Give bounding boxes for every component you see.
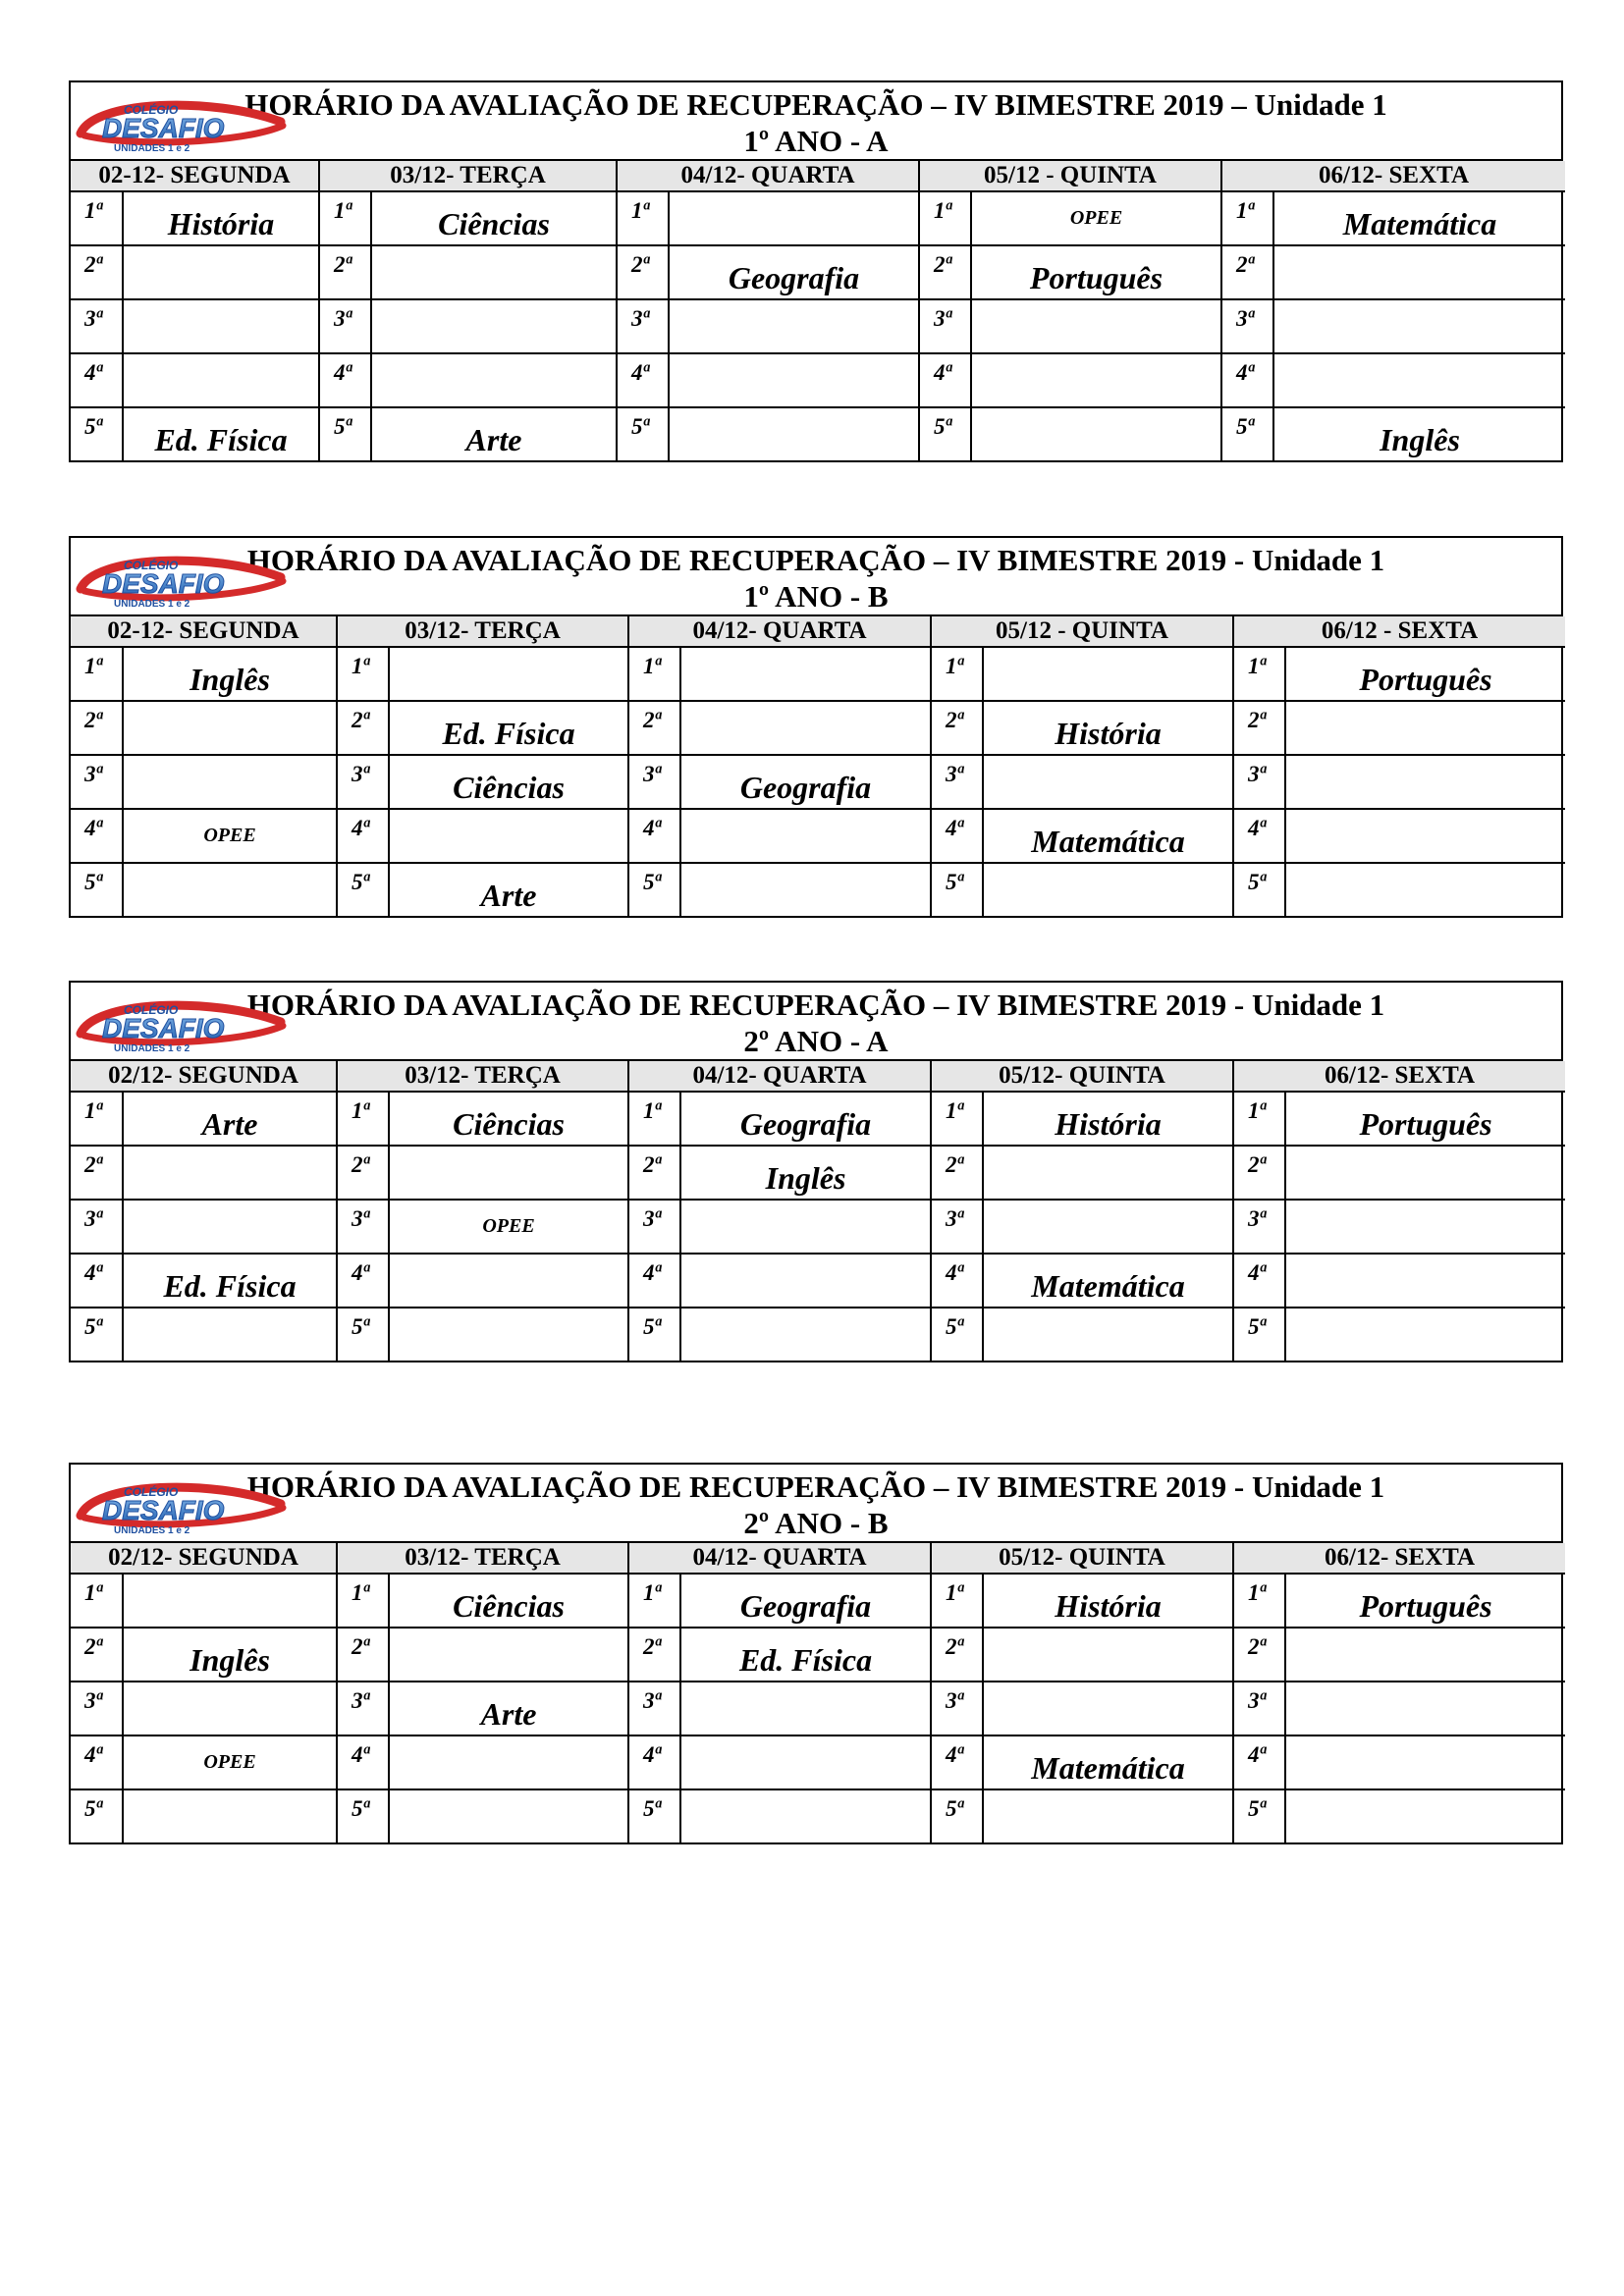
- schedule-table: [71, 161, 1565, 460]
- period-number: 4ª: [337, 1254, 389, 1308]
- subject-cell: [983, 1682, 1233, 1735]
- period-number: 1ª: [71, 1092, 123, 1146]
- subject-cell: [1273, 245, 1565, 299]
- svg-text:UNIDADES 1 e 2: UNIDADES 1 e 2: [114, 1043, 190, 1053]
- period-number: 3ª: [931, 1682, 983, 1735]
- schedule-4: [69, 1463, 1563, 1844]
- subject-cell: [1285, 1254, 1565, 1308]
- subject-cell: [1285, 1628, 1565, 1682]
- subject-cell: [371, 353, 617, 407]
- subject-cell: [983, 1789, 1233, 1842]
- subject-cell: [669, 407, 919, 460]
- day-header: 05/12 - QUINTA: [919, 161, 1221, 191]
- period-row: [71, 1789, 1565, 1842]
- schedule-table: [71, 1061, 1565, 1361]
- period-number: 1ª: [337, 1092, 389, 1146]
- period-number: 3ª: [628, 1682, 680, 1735]
- svg-text:COLÉGIO: COLÉGIO: [124, 1003, 179, 1017]
- subject-cell: [389, 647, 628, 701]
- subject-cell: Geografia: [669, 245, 919, 299]
- colegio-desafio-logo: [75, 92, 291, 153]
- period-number: 5ª: [319, 407, 371, 460]
- period-number: 3ª: [628, 755, 680, 809]
- subject-cell: Matemática: [983, 1254, 1233, 1308]
- svg-text:DESAFIO: DESAFIO: [102, 113, 225, 143]
- day-header: 05/12- QUINTA: [931, 1061, 1233, 1092]
- day-header: 05/12- QUINTA: [931, 1543, 1233, 1574]
- subject-cell: [1285, 1308, 1565, 1361]
- period-number: 1ª: [71, 1574, 123, 1628]
- subject-cell: História: [123, 191, 319, 245]
- subject-cell: [680, 1682, 931, 1735]
- subject-cell: [680, 647, 931, 701]
- period-number: 5ª: [931, 863, 983, 916]
- subject-cell: Ciências: [389, 1092, 628, 1146]
- period-number: 1ª: [1233, 1092, 1285, 1146]
- period-row: [71, 1628, 1565, 1682]
- day-header: 03/12- TERÇA: [337, 616, 628, 647]
- period-number: 4ª: [71, 1735, 123, 1789]
- day-header: 06/12- SEXTA: [1221, 161, 1565, 191]
- period-number: 4ª: [617, 353, 669, 407]
- period-number: 5ª: [617, 407, 669, 460]
- period-number: 1ª: [628, 647, 680, 701]
- period-number: 5ª: [1233, 1789, 1285, 1842]
- subject-cell: [669, 299, 919, 353]
- period-row: [71, 1308, 1565, 1361]
- period-number: 4ª: [919, 353, 971, 407]
- subject-cell: [1285, 1682, 1565, 1735]
- svg-text:DESAFIO: DESAFIO: [102, 568, 225, 599]
- period-number: 1ª: [337, 647, 389, 701]
- period-number: 3ª: [71, 1200, 123, 1254]
- subject-cell: [1285, 755, 1565, 809]
- period-row: [71, 1574, 1565, 1628]
- period-number: 5ª: [71, 863, 123, 916]
- subject-cell: História: [983, 1574, 1233, 1628]
- period-number: 2ª: [71, 245, 123, 299]
- period-number: 2ª: [919, 245, 971, 299]
- colegio-desafio-logo: [75, 1474, 291, 1535]
- subject-cell: Português: [1285, 1574, 1565, 1628]
- subject-cell: Ed. Física: [123, 407, 319, 460]
- schedule-table: [71, 1543, 1565, 1842]
- period-number: 1ª: [931, 1574, 983, 1628]
- period-number: 4ª: [1233, 809, 1285, 863]
- period-number: 3ª: [1233, 1682, 1285, 1735]
- subject-cell: [389, 1146, 628, 1200]
- period-row: [71, 1146, 1565, 1200]
- subject-cell: Matemática: [983, 809, 1233, 863]
- subject-cell: [983, 1308, 1233, 1361]
- subject-cell: [389, 809, 628, 863]
- subject-cell: Matemática: [1273, 191, 1565, 245]
- period-number: 5ª: [931, 1789, 983, 1842]
- schedule-class: 1º ANO - B: [743, 579, 889, 614]
- schedule-class: 2º ANO - B: [743, 1506, 889, 1540]
- period-number: 1ª: [319, 191, 371, 245]
- period-number: 2ª: [337, 1146, 389, 1200]
- colegio-desafio-logo: [75, 992, 291, 1053]
- period-number: 2ª: [617, 245, 669, 299]
- subject-cell: OPEE: [389, 1200, 628, 1254]
- subject-cell: Arte: [389, 1682, 628, 1735]
- period-number: 1ª: [337, 1574, 389, 1628]
- period-number: 5ª: [71, 1308, 123, 1361]
- day-header: 06/12 - SEXTA: [1233, 616, 1565, 647]
- subject-cell: Arte: [389, 863, 628, 916]
- period-number: 5ª: [1233, 863, 1285, 916]
- period-number: 1ª: [71, 647, 123, 701]
- period-number: 2ª: [931, 1628, 983, 1682]
- subject-cell: [680, 1254, 931, 1308]
- period-row: [71, 1200, 1565, 1254]
- subject-cell: [1285, 1200, 1565, 1254]
- subject-cell: [123, 1574, 337, 1628]
- day-header: 02-12- SEGUNDA: [71, 161, 319, 191]
- subject-cell: Português: [971, 245, 1221, 299]
- subject-cell: OPEE: [123, 1735, 337, 1789]
- subject-cell: [389, 1628, 628, 1682]
- subject-cell: [680, 1789, 931, 1842]
- period-number: 3ª: [628, 1200, 680, 1254]
- period-number: 3ª: [337, 1682, 389, 1735]
- period-number: 5ª: [931, 1308, 983, 1361]
- subject-cell: [1285, 1735, 1565, 1789]
- period-number: 4ª: [337, 809, 389, 863]
- subject-cell: [680, 701, 931, 755]
- period-number: 5ª: [337, 863, 389, 916]
- period-row: [71, 1682, 1565, 1735]
- subject-cell: [123, 1200, 337, 1254]
- period-number: 3ª: [71, 755, 123, 809]
- period-number: 1ª: [1233, 647, 1285, 701]
- period-number: 2ª: [71, 701, 123, 755]
- subject-cell: Geografia: [680, 1574, 931, 1628]
- subject-cell: [983, 1146, 1233, 1200]
- period-number: 5ª: [71, 1789, 123, 1842]
- subject-cell: [669, 353, 919, 407]
- subject-cell: Português: [1285, 1092, 1565, 1146]
- period-number: 3ª: [71, 299, 123, 353]
- period-number: 2ª: [628, 1146, 680, 1200]
- period-row: [71, 1092, 1565, 1146]
- period-row: [71, 647, 1565, 701]
- period-number: 4ª: [337, 1735, 389, 1789]
- subject-cell: [680, 863, 931, 916]
- day-header: 03/12- TERÇA: [337, 1543, 628, 1574]
- period-number: 3ª: [337, 1200, 389, 1254]
- period-row: [71, 863, 1565, 916]
- svg-text:COLÉGIO: COLÉGIO: [124, 1485, 179, 1499]
- period-number: 4ª: [931, 809, 983, 863]
- period-number: 2ª: [337, 701, 389, 755]
- subject-cell: [680, 1200, 931, 1254]
- subject-cell: [971, 353, 1221, 407]
- schedule-header: [71, 82, 1561, 161]
- day-header: 02-12- SEGUNDA: [71, 616, 337, 647]
- period-number: 2ª: [931, 701, 983, 755]
- period-number: 4ª: [1233, 1735, 1285, 1789]
- subject-cell: [1285, 701, 1565, 755]
- schedule-2: [69, 536, 1563, 918]
- period-number: 1ª: [1221, 191, 1273, 245]
- period-number: 3ª: [1221, 299, 1273, 353]
- period-number: 2ª: [628, 701, 680, 755]
- subject-cell: Arte: [123, 1092, 337, 1146]
- schedule-1: [69, 80, 1563, 462]
- period-row: [71, 1735, 1565, 1789]
- subject-cell: [371, 299, 617, 353]
- schedule-header: [71, 983, 1561, 1061]
- subject-cell: Inglês: [123, 1628, 337, 1682]
- period-number: 4ª: [319, 353, 371, 407]
- svg-text:UNIDADES 1 e 2: UNIDADES 1 e 2: [114, 599, 190, 609]
- period-row: [71, 245, 1565, 299]
- subject-cell: [971, 299, 1221, 353]
- subject-cell: Matemática: [983, 1735, 1233, 1789]
- subject-cell: [1285, 1146, 1565, 1200]
- schedule-header: [71, 1465, 1561, 1543]
- period-number: 5ª: [919, 407, 971, 460]
- period-number: 4ª: [1221, 353, 1273, 407]
- day-header-row: [71, 1543, 1565, 1574]
- subject-cell: Ed. Física: [123, 1254, 337, 1308]
- period-number: 4ª: [1233, 1254, 1285, 1308]
- schedule-title: HORÁRIO DA AVALIAÇÃO DE RECUPERAÇÃO – IV BIMESTRE 2019 – Unidade 1: [244, 87, 1387, 122]
- period-row: [71, 701, 1565, 755]
- day-header: 04/12- QUARTA: [617, 161, 919, 191]
- subject-cell: [983, 863, 1233, 916]
- period-number: 2ª: [1233, 701, 1285, 755]
- period-number: 4ª: [931, 1735, 983, 1789]
- subject-cell: [680, 1735, 931, 1789]
- period-number: 2ª: [71, 1146, 123, 1200]
- schedule-table: [71, 616, 1565, 916]
- subject-cell: Ciências: [371, 191, 617, 245]
- period-number: 5ª: [337, 1789, 389, 1842]
- period-number: 4ª: [71, 1254, 123, 1308]
- period-number: 1ª: [931, 1092, 983, 1146]
- subject-cell: [371, 245, 617, 299]
- subject-cell: História: [983, 701, 1233, 755]
- subject-cell: [1285, 1789, 1565, 1842]
- svg-text:DESAFIO: DESAFIO: [102, 1013, 225, 1043]
- subject-cell: [983, 647, 1233, 701]
- period-row: [71, 353, 1565, 407]
- svg-text:COLÉGIO: COLÉGIO: [124, 559, 179, 572]
- subject-cell: [680, 809, 931, 863]
- period-row: [71, 191, 1565, 245]
- period-number: 2ª: [1233, 1146, 1285, 1200]
- period-number: 2ª: [628, 1628, 680, 1682]
- period-number: 2ª: [337, 1628, 389, 1682]
- period-number: 2ª: [319, 245, 371, 299]
- period-number: 1ª: [1233, 1574, 1285, 1628]
- subject-cell: [123, 1682, 337, 1735]
- subject-cell: [123, 701, 337, 755]
- subject-cell: Ciências: [389, 1574, 628, 1628]
- subject-cell: Ciências: [389, 755, 628, 809]
- period-number: 4ª: [628, 1254, 680, 1308]
- day-header: 06/12- SEXTA: [1233, 1061, 1565, 1092]
- subject-cell: Arte: [371, 407, 617, 460]
- day-header: 03/12- TERÇA: [319, 161, 617, 191]
- subject-cell: Inglês: [680, 1146, 931, 1200]
- period-number: 2ª: [1233, 1628, 1285, 1682]
- subject-cell: História: [983, 1092, 1233, 1146]
- period-number: 1ª: [71, 191, 123, 245]
- subject-cell: [123, 863, 337, 916]
- subject-cell: [123, 245, 319, 299]
- subject-cell: [669, 191, 919, 245]
- day-header: 02/12- SEGUNDA: [71, 1061, 337, 1092]
- period-number: 5ª: [628, 1308, 680, 1361]
- period-number: 3ª: [337, 755, 389, 809]
- period-row: [71, 1254, 1565, 1308]
- subject-cell: [123, 1789, 337, 1842]
- day-header: 06/12- SEXTA: [1233, 1543, 1565, 1574]
- period-number: 3ª: [931, 1200, 983, 1254]
- period-number: 2ª: [931, 1146, 983, 1200]
- period-number: 4ª: [71, 353, 123, 407]
- period-number: 5ª: [628, 1789, 680, 1842]
- period-number: 5ª: [1221, 407, 1273, 460]
- period-number: 4ª: [628, 1735, 680, 1789]
- subject-cell: Ed. Física: [389, 701, 628, 755]
- period-row: [71, 407, 1565, 460]
- svg-text:DESAFIO: DESAFIO: [102, 1495, 225, 1525]
- subject-cell: [680, 1308, 931, 1361]
- subject-cell: Geografia: [680, 1092, 931, 1146]
- schedule-title: HORÁRIO DA AVALIAÇÃO DE RECUPERAÇÃO – IV BIMESTRE 2019 - Unidade 1: [246, 543, 1385, 577]
- svg-text:UNIDADES 1 e 2: UNIDADES 1 e 2: [114, 143, 190, 153]
- day-header-row: [71, 1061, 1565, 1092]
- subject-cell: [983, 755, 1233, 809]
- period-number: 3ª: [931, 755, 983, 809]
- schedule-class: 1º ANO - A: [743, 124, 889, 158]
- period-row: [71, 755, 1565, 809]
- subject-cell: Geografia: [680, 755, 931, 809]
- subject-cell: OPEE: [123, 809, 337, 863]
- subject-cell: [1285, 863, 1565, 916]
- schedule-title: HORÁRIO DA AVALIAÇÃO DE RECUPERAÇÃO – IV BIMESTRE 2019 - Unidade 1: [246, 1469, 1385, 1504]
- subject-cell: Português: [1285, 647, 1565, 701]
- subject-cell: [1273, 353, 1565, 407]
- period-number: 2ª: [71, 1628, 123, 1682]
- svg-text:UNIDADES 1 e 2: UNIDADES 1 e 2: [114, 1525, 190, 1535]
- day-header: 04/12- QUARTA: [628, 616, 931, 647]
- subject-cell: [983, 1200, 1233, 1254]
- subject-cell: [1285, 809, 1565, 863]
- subject-cell: [389, 1254, 628, 1308]
- period-number: 5ª: [337, 1308, 389, 1361]
- day-header: 04/12- QUARTA: [628, 1543, 931, 1574]
- day-header: 04/12- QUARTA: [628, 1061, 931, 1092]
- subject-cell: [389, 1735, 628, 1789]
- subject-cell: [389, 1308, 628, 1361]
- period-number: 3ª: [1233, 755, 1285, 809]
- period-number: 5ª: [628, 863, 680, 916]
- period-number: 3ª: [617, 299, 669, 353]
- period-number: 2ª: [1221, 245, 1273, 299]
- subject-cell: [123, 299, 319, 353]
- period-number: 1ª: [628, 1092, 680, 1146]
- subject-cell: [123, 353, 319, 407]
- period-row: [71, 299, 1565, 353]
- subject-cell: [389, 1789, 628, 1842]
- period-number: 4ª: [628, 809, 680, 863]
- subject-cell: Inglês: [123, 647, 337, 701]
- subject-cell: [971, 407, 1221, 460]
- period-number: 5ª: [71, 407, 123, 460]
- period-number: 1ª: [617, 191, 669, 245]
- day-header-row: [71, 161, 1565, 191]
- period-number: 4ª: [931, 1254, 983, 1308]
- subject-cell: [123, 1146, 337, 1200]
- subject-cell: Inglês: [1273, 407, 1565, 460]
- schedule-header: [71, 538, 1561, 616]
- period-number: 3ª: [319, 299, 371, 353]
- day-header: 02/12- SEGUNDA: [71, 1543, 337, 1574]
- schedule-class: 2º ANO - A: [743, 1024, 889, 1058]
- period-number: 4ª: [71, 809, 123, 863]
- colegio-desafio-logo: [75, 548, 291, 609]
- period-number: 3ª: [1233, 1200, 1285, 1254]
- period-number: 3ª: [71, 1682, 123, 1735]
- day-header-row: [71, 616, 1565, 647]
- schedule-title: HORÁRIO DA AVALIAÇÃO DE RECUPERAÇÃO – IV BIMESTRE 2019 - Unidade 1: [246, 988, 1385, 1022]
- period-number: 1ª: [919, 191, 971, 245]
- subject-cell: [1273, 299, 1565, 353]
- day-header: 03/12- TERÇA: [337, 1061, 628, 1092]
- period-number: 3ª: [919, 299, 971, 353]
- day-header: 05/12 - QUINTA: [931, 616, 1233, 647]
- period-number: 1ª: [628, 1574, 680, 1628]
- period-number: 5ª: [1233, 1308, 1285, 1361]
- subject-cell: OPEE: [971, 191, 1221, 245]
- svg-text:COLÉGIO: COLÉGIO: [124, 103, 179, 117]
- schedule-3: [69, 981, 1563, 1362]
- period-row: [71, 809, 1565, 863]
- subject-cell: [123, 1308, 337, 1361]
- subject-cell: [123, 755, 337, 809]
- period-number: 1ª: [931, 647, 983, 701]
- subject-cell: [983, 1628, 1233, 1682]
- subject-cell: Ed. Física: [680, 1628, 931, 1682]
